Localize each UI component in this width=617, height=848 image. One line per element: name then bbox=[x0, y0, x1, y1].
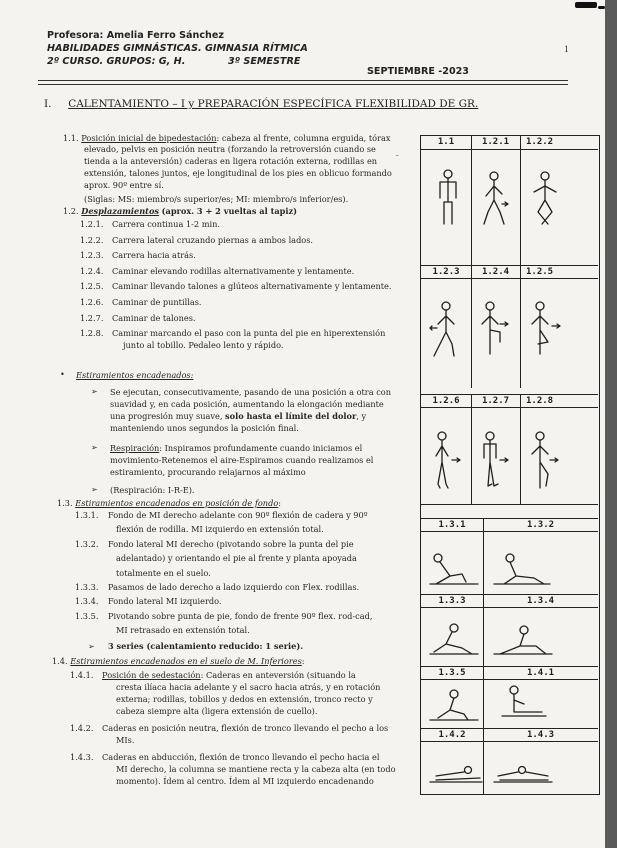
tiptoe-figure-icon bbox=[430, 430, 462, 492]
term: Respiración bbox=[110, 443, 160, 453]
item-text: Pivotando sobre punta de pie, fondo de frente 90º flex. rod-cad, bbox=[108, 610, 373, 621]
item-text: : cabeza al frente, columna erguida, tórax bbox=[216, 133, 391, 143]
paragraph-line: cresta ilíaca hacia adelante y el sacro hacia atrás, y en rotación bbox=[116, 682, 381, 692]
text: Caderas en posición neutra, flexión de tronco llevando el pecho a los bbox=[102, 723, 389, 733]
item-number: 1.2.3. bbox=[80, 250, 104, 261]
item-text: Fondo lateral MI derecho (pivotando sobre la punta del pie bbox=[108, 538, 354, 549]
figure-label: 1.2.6 bbox=[421, 394, 471, 408]
paragraph-line: (Siglas: MS: miembro/s superior/es; MI: miembro/s inferior/es). bbox=[84, 194, 349, 204]
standing-figure-icon bbox=[436, 168, 460, 228]
page-number: 1 bbox=[564, 44, 569, 54]
paragraph-line: (Respiración: I-R-E). bbox=[110, 485, 195, 495]
figure-label: 1.1 bbox=[421, 136, 471, 150]
item-number: 1.3.3. bbox=[75, 582, 99, 592]
paragraph-line: aprox. 90º entre sí. bbox=[84, 180, 164, 190]
list-item bbox=[80, 266, 354, 277]
item-number: 1.3. bbox=[57, 498, 73, 508]
item-number: 1.2.2. bbox=[80, 234, 104, 245]
item-text: Carrera lateral cruzando piernas a ambos lados. bbox=[112, 234, 314, 245]
grid-line bbox=[471, 136, 472, 388]
forward-lunge-figure-icon bbox=[428, 548, 480, 588]
forward-bend-figure-icon bbox=[428, 752, 484, 786]
figure-label: 1.3.3 bbox=[421, 594, 483, 608]
list-item-continuation: junto al tobillo. Pedaleo lento y rápido. bbox=[123, 340, 284, 350]
knee-raise-figure-icon bbox=[478, 300, 510, 360]
running-figure-icon bbox=[480, 170, 510, 228]
grid-line bbox=[421, 504, 598, 505]
paragraph-line: momento). Ídem al centro. Ídem al MI izquierdo encadenando bbox=[116, 776, 374, 786]
arrow-bullet: ➢ bbox=[91, 442, 98, 452]
paragraph-line bbox=[70, 752, 379, 763]
heel-walk-figure-icon bbox=[478, 430, 510, 492]
list-item bbox=[116, 625, 250, 636]
section-heading bbox=[44, 98, 478, 110]
figure-label: 1.2.5 bbox=[520, 265, 598, 279]
item-number: 1.2.1. bbox=[80, 219, 104, 229]
paragraph-line bbox=[110, 411, 366, 422]
list-item bbox=[116, 524, 324, 535]
list-item bbox=[116, 568, 211, 579]
figure-label: 1.2.7 bbox=[471, 394, 520, 408]
list-item bbox=[80, 297, 202, 308]
item-title: Posición inicial de bipedestación bbox=[81, 133, 217, 143]
paragraph-line: movimiento-Retenemos el aire-Espiramos cuando realizamos el bbox=[110, 455, 374, 465]
list-item bbox=[75, 596, 222, 607]
list-item bbox=[116, 553, 357, 564]
list-item bbox=[80, 281, 391, 292]
item-number: 1.2.8. bbox=[80, 328, 104, 339]
grid-line bbox=[520, 394, 521, 504]
teacher-name: Profesora: Amelia Ferro Sánchez bbox=[47, 30, 224, 41]
emphasis: solo hasta el límite del dolor bbox=[225, 411, 357, 421]
item-number: 1.4.3. bbox=[70, 752, 94, 762]
item-text: Caminar marcando el paso con la punta del pie en hiperextensión bbox=[112, 328, 386, 339]
item-text: MI retrasado en extensión total. bbox=[116, 625, 250, 636]
figure-label: 1.3.4 bbox=[483, 594, 598, 608]
backward-run-figure-icon bbox=[428, 300, 460, 360]
arrow-bullet: ➢ bbox=[88, 641, 95, 651]
paragraph-1-4-heading bbox=[52, 656, 305, 667]
cross-step-figure-icon bbox=[530, 170, 560, 228]
item-text: totalmente en el suelo. bbox=[116, 567, 211, 578]
heel-kick-figure-icon bbox=[528, 300, 562, 360]
text: : bbox=[301, 656, 305, 666]
item-number: 1.2. bbox=[63, 206, 79, 216]
item-number: 1.1. bbox=[63, 133, 79, 143]
text: : bbox=[278, 498, 282, 508]
item-number: 1.4. bbox=[52, 656, 68, 666]
scan-mark bbox=[598, 6, 605, 9]
item-number: 1.3.1. bbox=[75, 510, 99, 520]
text: una progresión muy suave, bbox=[110, 411, 226, 421]
pivot-figure-icon bbox=[428, 622, 480, 658]
paragraph-line: extensión, talones juntos, eje longitudinal de los pies en oblicuo formando bbox=[84, 168, 392, 178]
item-number: 1.3.2. bbox=[75, 538, 99, 549]
item-text: Carrera hacia atrás. bbox=[112, 250, 196, 261]
list-item bbox=[75, 611, 372, 622]
paragraph-line bbox=[110, 443, 362, 454]
bullet: • bbox=[60, 369, 65, 379]
item-number: 1.2.6. bbox=[80, 297, 104, 307]
paragraph-line bbox=[70, 723, 388, 734]
header-rule bbox=[38, 84, 568, 85]
paragraph-line: elevado, pelvis en posición neutra (forzando la retroversión cuando se bbox=[84, 144, 376, 154]
figure-label: 1.4.1 bbox=[483, 666, 598, 680]
series-note: 3 series (calentamiento reducido: 1 serie). bbox=[108, 641, 304, 651]
stretch-heading: Estiramientos encadenados: bbox=[76, 370, 194, 380]
list-item bbox=[80, 250, 196, 261]
paragraph-line: externa; rodillas, tobillos y dedos en extensión, tronco recto y bbox=[116, 694, 373, 704]
item-number: 1.2.7. bbox=[80, 312, 104, 323]
front-lunge-figure-icon bbox=[428, 688, 480, 724]
header-rule bbox=[38, 80, 568, 81]
abduction-stretch-figure-icon bbox=[492, 754, 554, 786]
list-item bbox=[75, 510, 368, 521]
item-text: Fondo lateral MI izquierdo. bbox=[108, 596, 222, 607]
paragraph-line: tienda a la anteversión) caderas en ligera rotación externa, rodillas en bbox=[84, 156, 378, 166]
figure-label: 1.4.2 bbox=[421, 728, 483, 742]
figure-label: 1.2.3 bbox=[421, 265, 471, 279]
course-groups: 2º CURSO. GRUPOS: G, H. bbox=[47, 56, 186, 67]
grid-line bbox=[520, 136, 521, 388]
paragraph-line: estiramiento, procurando relajarnos al máximo bbox=[110, 467, 306, 477]
paragraph-line: MI derecho, la columna se mantiene recta y la cabeza alta (en todo bbox=[116, 764, 396, 774]
item-number: 1.2.4. bbox=[80, 265, 104, 276]
item-text: Caminar de puntillas. bbox=[112, 297, 202, 307]
date: SEPTIEMBRE -2023 bbox=[367, 66, 469, 77]
item-text: Caminar llevando talones a glúteos alternativamente y lentamente. bbox=[112, 281, 392, 292]
list-item bbox=[80, 328, 385, 339]
paragraph-1-1-line bbox=[63, 133, 391, 144]
grid-line bbox=[471, 394, 472, 504]
item-text: Fondo de MI derecho adelante con 90º flexión de cadera y 90º bbox=[108, 510, 368, 520]
paragraph-line: suavidad y, en cada posición, aumentando la elongación mediante bbox=[110, 399, 384, 409]
paragraph-line: MIs. bbox=[116, 735, 135, 745]
arrow-bullet: ➢ bbox=[91, 386, 98, 396]
item-number: 1.2.5. bbox=[80, 281, 104, 292]
list-item bbox=[80, 235, 313, 246]
figure-label: 1.2.1 bbox=[471, 136, 520, 150]
text: : Caderas en anteversión (situando la bbox=[200, 670, 356, 680]
section-title: CALENTAMIENTO – I y PREPARACIÓN ESPECÍFICA FLEXIBILIDAD DE GR. bbox=[68, 98, 479, 110]
semester: 3º SEMESTRE bbox=[228, 56, 301, 67]
paragraph-line: Se ejecutan, consecutivamente, pasando de una posición a otra con bbox=[110, 387, 391, 397]
item-title: Desplazamientos bbox=[81, 206, 160, 216]
item-title: Estiramientos encadenados en el suelo de M. Inferiores bbox=[70, 656, 302, 666]
lateral-lunge-left-figure-icon bbox=[492, 622, 554, 658]
item-number: 1.3.4. bbox=[75, 596, 99, 607]
item-number: 1.3.5. bbox=[75, 610, 99, 621]
side-lunge-figure-icon bbox=[492, 548, 552, 588]
text: , y bbox=[356, 411, 367, 421]
item-text: (aprox. 3 + 2 vueltas al tapiz) bbox=[161, 206, 298, 216]
text: : Inspiramos profundamente cuando iniciamos el bbox=[159, 443, 363, 453]
list-item bbox=[80, 313, 196, 324]
item-number: 1.4.1. bbox=[70, 670, 94, 680]
item-title: Estiramientos encadenados en posición de fondo bbox=[75, 498, 279, 508]
item-title: Posición de sedestación bbox=[102, 670, 201, 680]
subject-title: HABILIDADES GIMNÁSTICAS. GIMNASIA RÍTMICA bbox=[47, 43, 308, 54]
scan-mark bbox=[575, 2, 597, 8]
item-text: adelantado) y orientando el pie al frente y planta apoyada bbox=[116, 553, 357, 564]
list-item bbox=[75, 539, 354, 550]
figure-label: 1.2.8 bbox=[520, 394, 598, 408]
item-text: flexión de rodilla. MI izquierdo en extensión total. bbox=[116, 524, 324, 535]
figure-label: 1.3.1 bbox=[421, 518, 483, 532]
list-item bbox=[80, 219, 220, 230]
paragraph-1-2-heading bbox=[63, 206, 297, 217]
paragraph-line bbox=[70, 670, 356, 681]
paragraph-line: manteniendo unos segundos la posición final. bbox=[110, 423, 299, 433]
figure-label: 1.2.4 bbox=[471, 265, 520, 279]
figure-label: 1.2.2 bbox=[520, 136, 598, 150]
stray-mark: ˘ bbox=[395, 155, 400, 165]
figure-label: 1.3.2 bbox=[483, 518, 598, 532]
arrow-bullet: ➢ bbox=[91, 484, 98, 494]
item-text: Caminar de talones. bbox=[112, 312, 196, 323]
item-text: Pasamos de lado derecho a lado izquierdo con Flex. rodillas. bbox=[108, 582, 360, 592]
item-text: Caminar elevando rodillas alternativamente y lentamente. bbox=[112, 265, 355, 276]
section-number: I. bbox=[44, 98, 52, 110]
item-text: Carrera continua 1-2 min. bbox=[112, 219, 220, 229]
paragraph-line: cabeza siempre alta (ligera extensión de cuello). bbox=[116, 706, 318, 716]
item-number: 1.4.2. bbox=[70, 723, 94, 733]
figure-label: 1.3.5 bbox=[421, 666, 483, 680]
figure-label: 1.4.3 bbox=[483, 728, 598, 742]
seated-figure-icon bbox=[498, 684, 548, 724]
list-item bbox=[75, 582, 359, 593]
text: Caderas en abducción, flexión de tronco llevando el pecho hacia el bbox=[102, 752, 380, 762]
foot-point-figure-icon bbox=[528, 430, 560, 492]
paragraph-1-3-heading bbox=[57, 498, 281, 509]
